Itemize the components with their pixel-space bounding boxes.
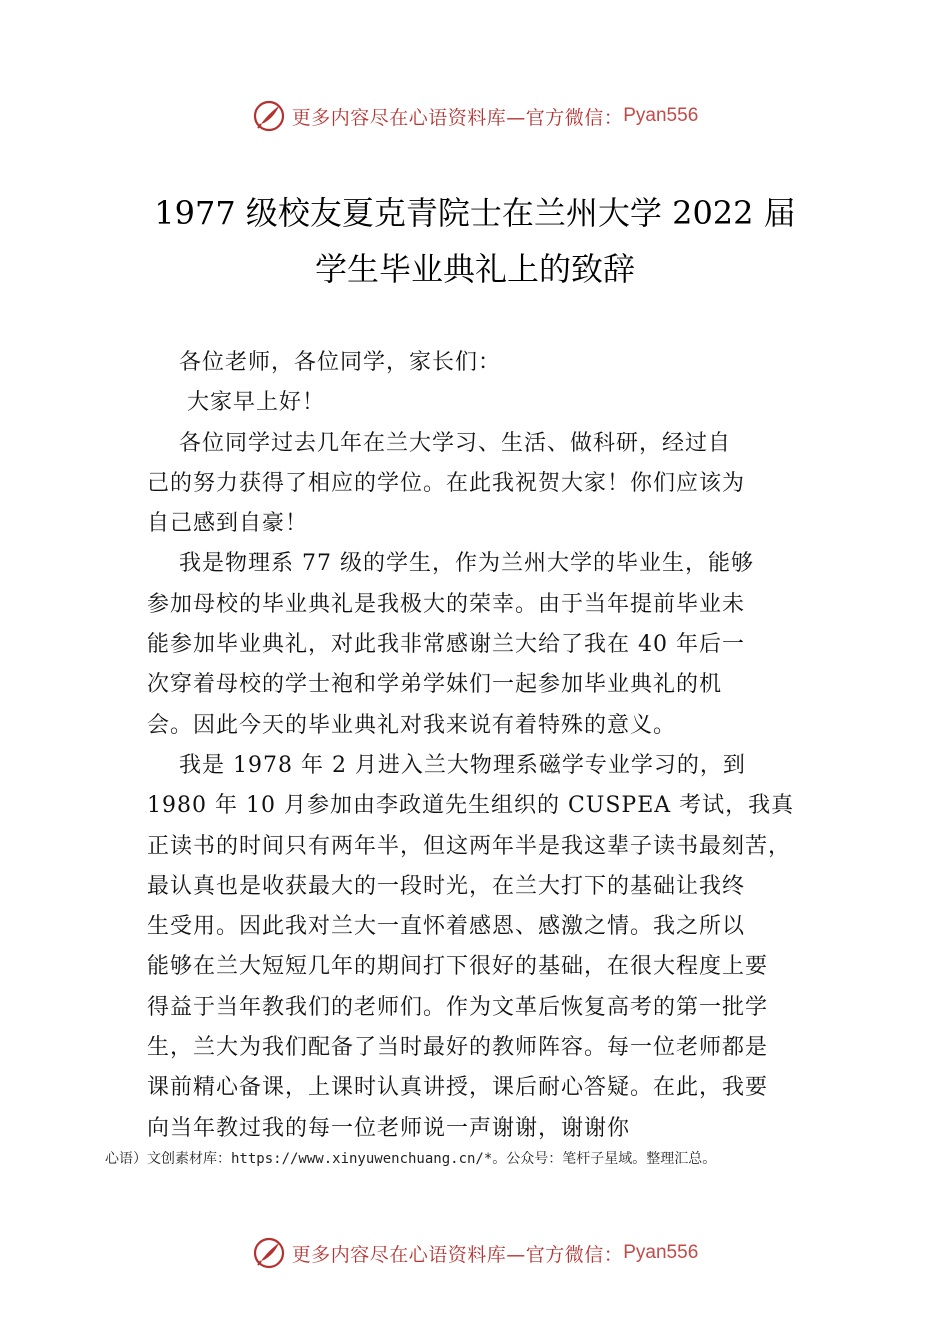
body-line: 参加母校的毕业典礼是我极大的荣幸。由于当年提前毕业未 <box>147 591 746 617</box>
body-line: 课前精心备课，上课时认真讲授，课后耐心答疑。在此，我要 <box>147 1075 769 1101</box>
body-line: 各位同学过去几年在兰大学习、生活、做科研，经过自 <box>147 430 731 456</box>
wechat-id: Pyan556 <box>623 105 699 126</box>
banner-text: 更多内容尽在心语资料库—官方微信： <box>291 1243 624 1266</box>
body-line: 得益于当年教我们的老师们。作为文革后恢复高考的第一批学 <box>147 994 769 1020</box>
footer-note: 心语）文创素材库：https://www.xinyuwenchuang.cn/*。公众号：笔杆子星域。整理汇总。 <box>105 1151 717 1167</box>
body-line: 能够在兰大短短几年的期间打下很好的基础，在很大程度上要 <box>147 954 769 980</box>
document-title <box>60 185 890 297</box>
body-line: 1980 年 10 月参加由李政道先生组织的 CUSPEA 考试，我真 <box>147 793 795 819</box>
quill-logo-icon <box>252 99 286 133</box>
body-line: 次穿着母校的学士袍和学弟学妹们一起参加毕业典礼的机 <box>147 672 723 698</box>
footer-banner <box>0 1233 950 1273</box>
body-line: 向当年教过我的每一位老师说一声谢谢，谢谢你 <box>147 1115 631 1141</box>
body-line: 会。因此今天的毕业典礼对我来说有着特殊的意义。 <box>147 712 677 738</box>
body-line: 正读书的时间只有两年半，但这两年半是我这辈子读书最刻苦， <box>147 833 792 859</box>
wechat-id: Pyan556 <box>623 1242 699 1263</box>
body-line: 己的努力获得了相应的学位。在此我祝贺大家！你们应该为 <box>147 470 746 496</box>
body-line: 各位老师，各位同学，家长们： <box>147 350 501 375</box>
body-line: 我是物理系 77 级的学生，作为兰州大学的毕业生，能够 <box>147 551 754 577</box>
header-banner <box>0 96 950 136</box>
banner-text: 更多内容尽在心语资料库—官方微信： <box>291 106 624 129</box>
body-line: 最认真也是收获最大的一段时光，在兰大打下的基础让我终 <box>147 873 746 899</box>
speech-body <box>147 343 827 1149</box>
body-line: 生受用。因此我对兰大一直怀着感恩、感激之情。我之所以 <box>147 914 746 940</box>
body-line: 能参加毕业典礼，对此我非常感谢兰大给了我在 40 年后一 <box>147 632 745 658</box>
title-line-2: 学生毕业典礼上的致辞 <box>314 250 635 288</box>
body-line: 自己感到自豪！ <box>147 511 309 537</box>
body-line: 大家早上好！ <box>147 390 325 416</box>
quill-logo-icon <box>252 1236 286 1270</box>
body-line: 我是 1978 年 2 月进入兰大物理系磁学专业学习的，到 <box>147 752 746 778</box>
title-line-1: 1977 级校友夏克青院士在兰州大学 2022 届 <box>154 194 796 232</box>
body-line: 生，兰大为我们配备了当时最好的教师阵容。每一位老师都是 <box>147 1035 769 1061</box>
